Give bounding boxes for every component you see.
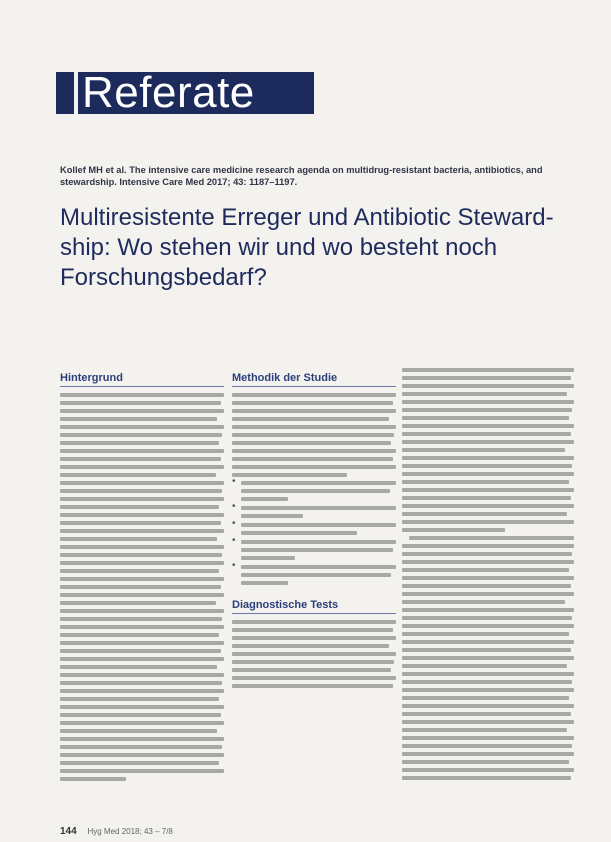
body-text (232, 393, 396, 477)
list-item (232, 523, 396, 535)
header-title: Referate (82, 68, 255, 117)
bullet-list (232, 481, 396, 585)
list-item (232, 481, 396, 501)
journal-reference: Hyg Med 2018; 43 – 7/8 (87, 827, 173, 836)
body-text (232, 620, 396, 688)
header-square (56, 72, 74, 114)
body-text (60, 393, 224, 781)
list-item (232, 506, 396, 518)
column-3 (402, 368, 574, 780)
column-1 (60, 372, 224, 781)
header-banner (56, 68, 314, 117)
list-item (232, 540, 396, 560)
section-heading-hintergrund: Hintergrund (60, 372, 224, 387)
section-heading-diagnostik: Diagnostische Tests (232, 599, 396, 614)
page-number: 144 (60, 826, 77, 837)
section-heading-methodik: Methodik der Studie (232, 372, 396, 387)
article-title: Multiresistente Erreger und Antibiotic Stewardship: Wo stehen wir und wo besteht noch Forschungsbedarf? (60, 204, 554, 291)
body-text (402, 368, 574, 780)
column-2 (232, 372, 396, 688)
page-footer (60, 826, 173, 837)
citation: Kollef MH et al. The intensive care medicine research agenda on multidrug-resistant bacteria, antibiotics, and stewardship. Intensive Care Med 2017; 43: 1187–1197. (60, 165, 543, 187)
list-item (232, 565, 396, 585)
